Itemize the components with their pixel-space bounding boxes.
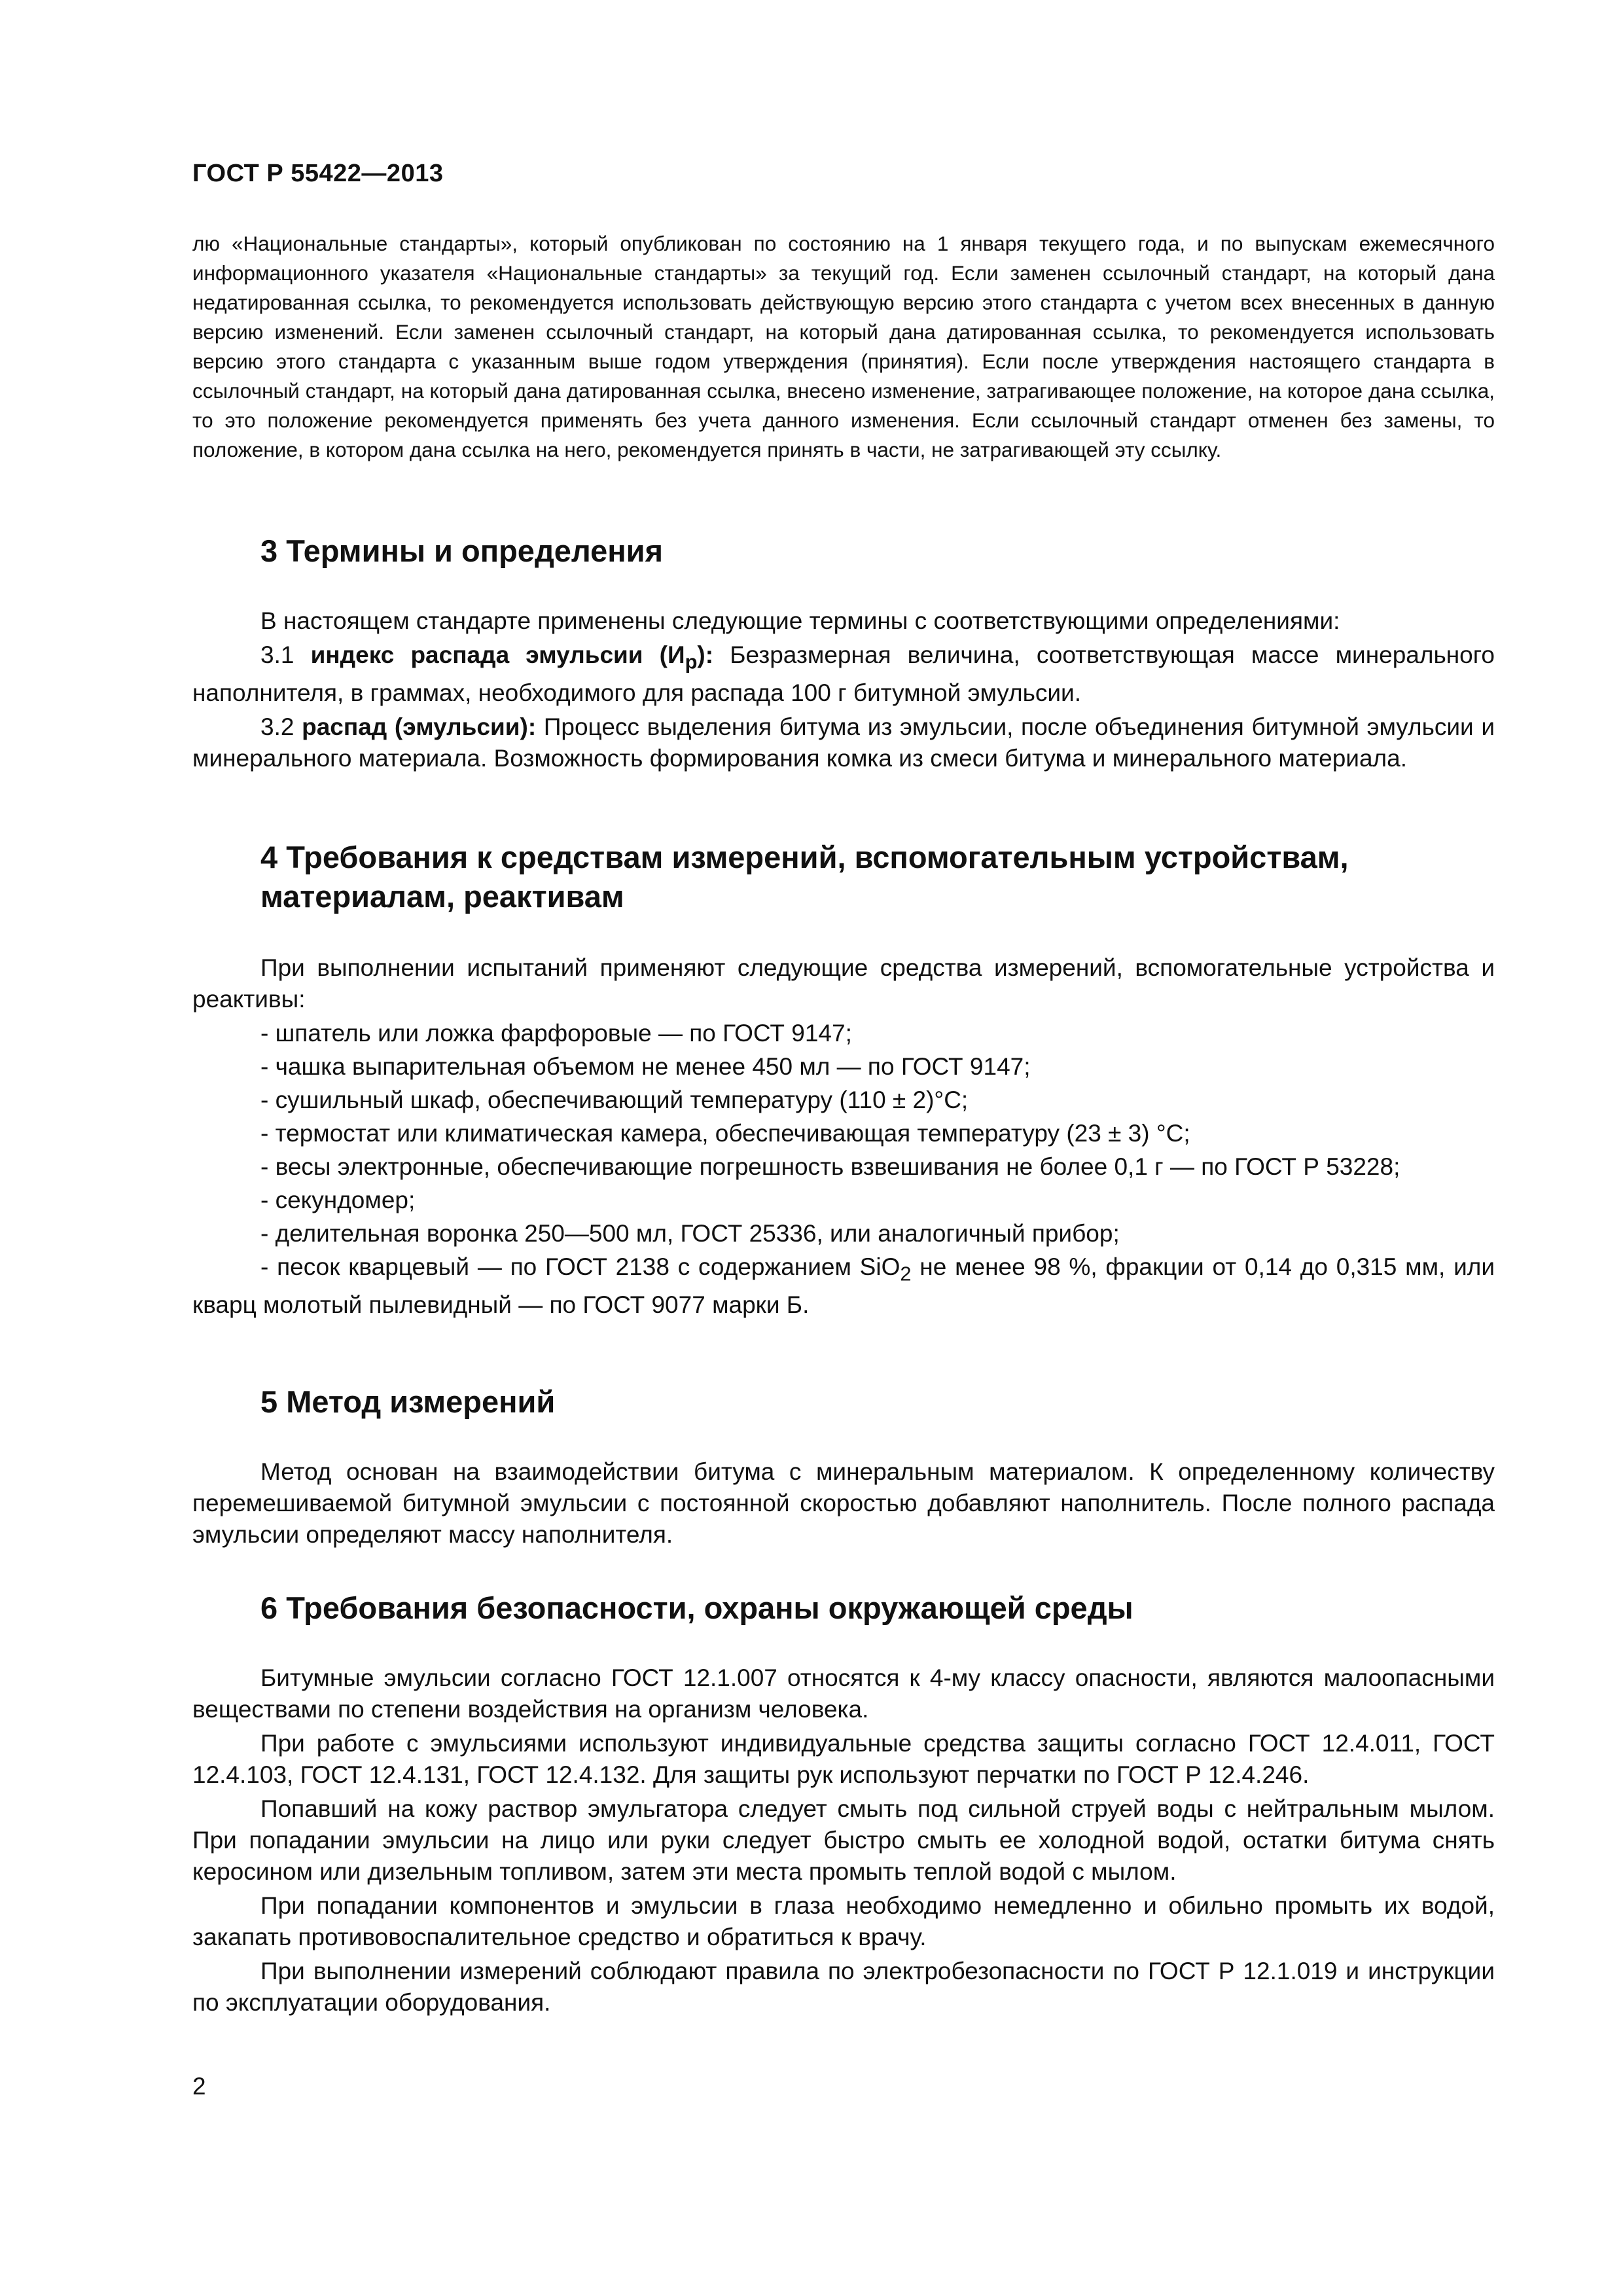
section-4-intro: При выполнении испытаний применяют следующие средства измерений, вспомогательные устройства и реактивы: [192, 954, 1495, 1013]
term-3-2-definition: Процесс выделения битума из эмульсии, после объединения битумной эмульсии и минерального материала. Возможность формирования комка из смеси битума и минерального материала. [192, 713, 1495, 772]
equipment-item: - шпатель или ложка фарфоровые — по ГОСТ 9147; [260, 1020, 852, 1047]
term-3-1-name-text: индекс распада эмульсии (И [310, 641, 685, 668]
section-3-body [192, 605, 1495, 777]
term-3-2-number: 3.2 [260, 713, 294, 741]
section-3-intro: В настоящем стандарте применены следующие термины с соответствующими определениями: [260, 607, 1340, 634]
section-6-paragraph: Битумные эмульсии согласно ГОСТ 12.1.007 относятся к 4-му классу опасности, являются малоопасными веществами по степени воздействия на организм человека. [192, 1664, 1495, 1723]
term-3-1-name-end: ): [697, 641, 714, 668]
section-4-heading-line2: материалам, реактивам [260, 879, 624, 914]
equipment-item: - весы электронные, обеспечивающие погрешность взвешивания не более 0,1 г — по ГОСТ Р 53228; [260, 1153, 1400, 1180]
term-3-1 [192, 639, 1495, 709]
section-6-paragraph: Попавший на кожу раствор эмульгатора следует смыть под сильной струей воды с нейтральным мылом. При попадании эмульсии на лицо или руки следует быстро смыть ее холодной водой, остатки битума снять керосином или дизельным топливом, затем эти места промыть теплой водой с мылом. [192, 1795, 1495, 1885]
section-6-paragraph: При работе с эмульсиями используют индивидуальные средства защиты согласно ГОСТ 12.4.011, ГОСТ 12.4.103, ГОСТ 12.4.131, ГОСТ 12.4.132. Для защиты рук используют перчатки по ГОСТ Р 12.4.246. [192, 1730, 1495, 1788]
intro-paragraph: лю «Национальные стандарты», который опубликован по состоянию на 1 января текущего года, и по выпускам ежемесячного информационного указателя «Национальные стандарты» за текущий год. Если заменен ссылочный стандарт, на который дана недатированная ссылка, то рекомендуется использовать действующую версию этого стандарта с учетом всех внесенных в данную версию изменений. Если заменен ссылочный стандарт, на который дана датированная ссылка, то рекомендуется использовать версию этого стандарта с указанным выше годом утверждения (принятия). Если после утверждения настоящего стандарта в ссылочный стандарт, на который дана датированная ссылка, внесено изменение, затрагивающее положение, на которое дана ссылка, то это положение рекомендуется применять без учета данного изменения. Если ссылочный стандарт отменен без замены, то положение, в котором дана ссылка на него, рекомендуется принять в части, не затрагивающей эту ссылку. [192, 232, 1495, 461]
term-3-1-definition: Безразмерная величина, соответствующая массе минерального наполнителя, в граммах, необходимого для распада 100 г битумной эмульсии. [192, 641, 1495, 707]
section-5-body [192, 1456, 1495, 1553]
equipment-item: - термостат или климатическая камера, обеспечивающая температуру (23 ± 3) °С; [260, 1120, 1190, 1147]
section-4-body [192, 952, 1495, 1323]
term-3-1-subscript: р [685, 650, 698, 673]
sio2-subscript: 2 [900, 1262, 912, 1285]
equipment-item-sand [192, 1251, 1495, 1321]
section-4-heading-line1: 4 Требования к средствам измерений, вспомогательным устройствам, [260, 840, 1349, 874]
term-3-2 [192, 711, 1495, 774]
term-3-1-number: 3.1 [260, 641, 294, 668]
equipment-item: - сушильный шкаф, обеспечивающий температуру (110 ± 2)°С; [260, 1086, 969, 1113]
document-code-header: ГОСТ Р 55422—2013 [192, 160, 444, 187]
section-5-heading: 5 Метод измерений [260, 1384, 556, 1419]
section-6-paragraph: При попадании компонентов и эмульсии в глаза необходимо немедленно и обильно промыть их водой, закапать противовоспалительное средство и обратиться к врачу. [192, 1892, 1495, 1950]
section-4-heading [260, 838, 1349, 916]
page-number: 2 [192, 2073, 206, 2100]
term-3-1-name [310, 641, 714, 673]
section-6-paragraph: При выполнении измерений соблюдают правила по электробезопасности по ГОСТ Р 12.1.019 и инструкции по эксплуатации оборудования. [192, 1958, 1495, 2016]
equipment-item: - делительная воронка 250—500 мл, ГОСТ 25336, или аналогичный прибор; [260, 1220, 1120, 1247]
section-6-body [192, 1662, 1495, 2021]
section-3-heading: 3 Термины и определения [260, 533, 663, 568]
equipment-item: - секундомер; [260, 1187, 416, 1213]
section-6-heading: 6 Требования безопасности, охраны окружающей среды [260, 1590, 1133, 1625]
sand-item-text: - песок кварцевый — по ГОСТ 2138 с содержанием SiO [260, 1253, 901, 1280]
sand-item-text-end: не менее 98 %, фракции от 0,14 до 0,315 мм, или кварц молотый пылевидный — по ГОСТ 9077 марки Б. [192, 1253, 1495, 1319]
equipment-item: - чашка выпарительная объемом не менее 450 мл — по ГОСТ 9147; [260, 1053, 1031, 1080]
section-5-text: Метод основан на взаимодействии битума с минеральным материалом. К определенному количеству перемешиваемой битумной эмульсии с постоянной скоростью добавляют наполнитель. После полного распада эмульсии определяют массу наполнителя. [192, 1458, 1495, 1548]
term-3-2-name: распад (эмульсии): [302, 713, 537, 741]
